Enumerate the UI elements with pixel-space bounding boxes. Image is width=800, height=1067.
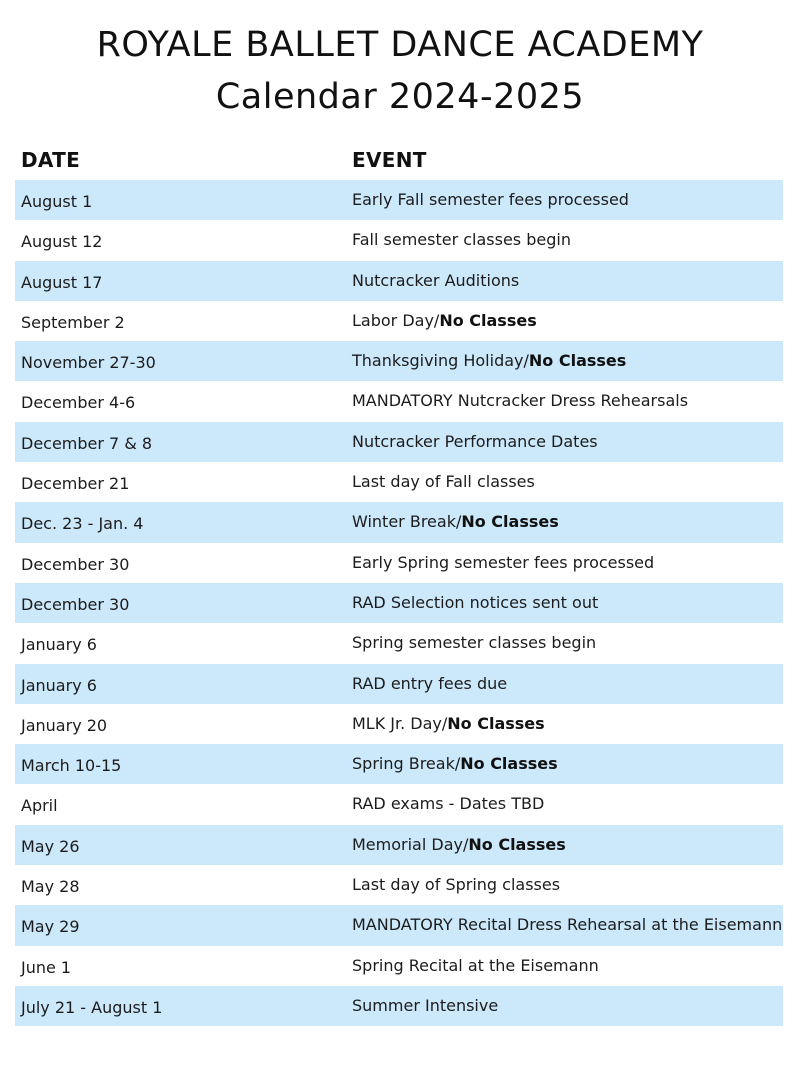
event-cell (352, 310, 537, 332)
event-text: Early Fall semester fees processed (352, 190, 629, 209)
date-cell: September 2 (21, 312, 125, 332)
event-emphasis: No Classes (460, 754, 558, 774)
calendar-table (15, 180, 783, 1026)
date-cell: December 7 & 8 (21, 433, 153, 453)
date-cell: December 30 (21, 554, 130, 574)
table-row (15, 583, 783, 623)
event-cell (352, 471, 535, 493)
table-row (15, 543, 783, 583)
event-cell (352, 834, 566, 856)
table-row (15, 623, 783, 663)
event-cell (352, 793, 544, 815)
event-text: Summer Intensive (352, 995, 499, 1015)
event-text: RAD exams - Dates TBD (352, 794, 545, 814)
date-cell: December 21 (21, 474, 130, 494)
event-text: MANDATORY Nutcracker Dress Rehearsals (352, 391, 689, 411)
event-cell (352, 229, 571, 251)
date-cell: November 27-30 (21, 353, 156, 373)
event-cell (352, 995, 498, 1017)
event-cell (352, 390, 688, 412)
table-row (15, 744, 783, 784)
event-cell (352, 955, 599, 977)
table-row (15, 664, 783, 704)
event-text: RAD entry fees due (352, 673, 508, 693)
date-cell: March 10-15 (21, 756, 122, 776)
page-title: ROYALE BALLET DANCE ACADEMY (96, 25, 704, 65)
event-cell (352, 673, 507, 695)
table-row (15, 704, 783, 744)
table-row (15, 865, 783, 905)
date-cell: May 26 (21, 836, 80, 856)
date-cell: December 30 (21, 594, 130, 614)
event-emphasis: No Classes (468, 834, 566, 854)
date-cell: May 29 (21, 917, 80, 937)
date-cell: May 28 (21, 877, 80, 897)
table-row (15, 905, 783, 945)
table-row (15, 946, 783, 986)
date-cell: December 4-6 (21, 393, 136, 413)
event-text: Thanksgiving Holiday/ (352, 351, 529, 371)
event-cell (352, 350, 626, 372)
date-cell: July 21 - August 1 (21, 997, 163, 1017)
date-cell: Dec. 23 - Jan. 4 (21, 514, 144, 534)
event-text: Spring semester classes begin (352, 633, 597, 653)
event-cell (352, 632, 596, 654)
table-row (15, 180, 783, 220)
event-cell (352, 592, 598, 614)
event-text: MLK Jr. Day/ (352, 713, 448, 733)
event-emphasis: No Classes (439, 310, 537, 330)
event-cell (352, 431, 598, 453)
table-row (15, 502, 783, 542)
date-cell: August 1 (21, 192, 93, 211)
date-cell: January 6 (21, 675, 97, 695)
date-cell: June 1 (21, 957, 72, 977)
table-row (15, 784, 783, 824)
date-cell: January 6 (21, 635, 97, 655)
event-text: RAD Selection notices sent out (352, 592, 599, 612)
event-text: Early Spring semester fees processed (352, 552, 655, 572)
event-text: Spring Break/ (352, 754, 461, 774)
table-row (15, 986, 783, 1026)
event-text: Memorial Day/ (352, 834, 469, 854)
table-row (15, 341, 783, 381)
event-cell (352, 914, 782, 936)
table-header (15, 143, 783, 179)
column-header-date: DATE (21, 148, 81, 172)
event-cell (352, 753, 558, 775)
date-cell: January 20 (21, 715, 108, 735)
table-row (15, 301, 783, 341)
column-header-event: EVENT (352, 148, 427, 172)
event-cell (352, 874, 560, 896)
event-emphasis: No Classes (528, 351, 627, 371)
table-row (15, 462, 783, 502)
event-cell (352, 713, 545, 735)
date-cell: April (21, 796, 58, 816)
event-text: Nutcracker Auditions (352, 270, 520, 290)
date-cell: August 12 (21, 232, 103, 252)
page-subtitle: Calendar 2024-2025 (215, 77, 585, 117)
event-emphasis: No Classes (447, 713, 545, 733)
event-text: Last day of Fall classes (352, 472, 535, 492)
event-text: MANDATORY Recital Dress Rehearsal at the Eisemann (352, 915, 783, 935)
table-row (15, 381, 783, 421)
table-row (15, 261, 783, 301)
event-text: Nutcracker Performance Dates (352, 431, 598, 451)
event-cell (352, 552, 654, 574)
event-text: Last day of Spring classes (352, 875, 561, 895)
date-cell: August 17 (21, 272, 103, 292)
event-text: Labor Day/ (352, 310, 440, 330)
table-row (15, 825, 783, 865)
event-emphasis: No Classes (461, 512, 559, 532)
event-text: Winter Break/ (352, 512, 462, 532)
table-row (15, 220, 783, 260)
event-cell (352, 189, 629, 211)
event-text: Spring Recital at the Eisemann (352, 955, 599, 975)
event-text: Fall semester classes begin (352, 230, 571, 250)
table-row (15, 422, 783, 462)
event-cell (352, 511, 559, 533)
event-cell (352, 270, 519, 292)
